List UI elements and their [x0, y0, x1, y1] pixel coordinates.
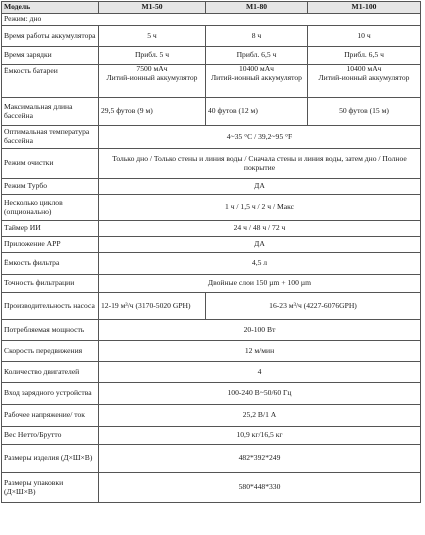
row-speed	[2, 341, 421, 362]
speed-label: Скорость передвижения	[2, 341, 99, 362]
product-size-value: 482*392*249	[99, 445, 421, 473]
spec-table	[1, 1, 421, 503]
header-model-2: M1-80	[206, 2, 308, 14]
work-time-m1-50: 5 ч	[99, 26, 206, 47]
speed-value: 12 м/мин	[99, 341, 421, 362]
pump-m1-80-100: 16-23 м³/ч (4227-6076GPH)	[206, 293, 421, 320]
power-value: 20-100 Вт	[99, 320, 421, 341]
row-battery	[2, 65, 421, 98]
work-time-m1-80: 8 ч	[206, 26, 308, 47]
row-work-time	[2, 26, 421, 47]
work-time-label: Время работы аккумулятора	[2, 26, 99, 47]
charger-input-label: Вход зарядного устройства	[2, 383, 99, 405]
turbo-label: Режим Турбо	[2, 179, 99, 195]
battery-capacity-m1-80: 10400 мАч	[239, 64, 274, 73]
battery-label: Ёмкость батареи	[2, 65, 99, 98]
power-label: Потребляемая мощность	[2, 320, 99, 341]
row-app	[2, 237, 421, 253]
filter-precision-value: Двойные слои 150 µm + 100 µm	[99, 275, 421, 293]
ai-timer-label: Таймер ИИ	[2, 221, 99, 237]
battery-capacity-m1-50: 7500 мАч	[136, 64, 168, 73]
package-size-value: 580*448*330	[99, 473, 421, 503]
package-size-label: Размеры упаковки (Д×Ш×В)	[2, 473, 99, 503]
pump-label: Производительность насоса	[2, 293, 99, 320]
pump-m1-50: 12-19 м³/ч (3170-5020 GPH)	[99, 293, 206, 320]
charge-time-m1-50: Прибл. 5 ч	[99, 47, 206, 65]
weight-label: Вес Нетто/Брутто	[2, 427, 99, 445]
row-cycles	[2, 195, 421, 221]
charge-time-m1-80: Прибл. 6,5 ч	[206, 47, 308, 65]
header-model-1: M1-50	[99, 2, 206, 14]
battery-m1-80	[206, 65, 308, 98]
charge-time-m1-100: Прибл. 6,5 ч	[308, 47, 421, 65]
row-pool-length	[2, 98, 421, 126]
work-time-m1-100: 10 ч	[308, 26, 421, 47]
row-charger-input	[2, 383, 421, 405]
row-charge-time	[2, 47, 421, 65]
row-pool-temp	[2, 126, 421, 149]
filter-capacity-value: 4,5 л	[99, 253, 421, 275]
header-model-label: Модель	[2, 2, 99, 14]
product-size-label: Размеры изделия (Д×Ш×В)	[2, 445, 99, 473]
filter-capacity-label: Ёмкость фильтра	[2, 253, 99, 275]
row-power	[2, 320, 421, 341]
row-filter-capacity	[2, 253, 421, 275]
filter-precision-label: Точность фильтрации	[2, 275, 99, 293]
pool-length-m1-80: 40 футов (12 м)	[206, 98, 308, 126]
battery-capacity-m1-100: 10400 мАч	[346, 64, 382, 73]
motors-value: 4	[99, 362, 421, 383]
cycles-value: 1 ч / 1,5 ч / 2 ч / Макс	[99, 195, 421, 221]
pool-temp-label: Оптимальная температура бассейна	[2, 126, 99, 149]
cycles-label: Несколько циклов (опционально)	[2, 195, 99, 221]
row-motors	[2, 362, 421, 383]
row-cleaning-mode	[2, 149, 421, 179]
pool-length-m1-50: 29,5 футов (9 м)	[99, 98, 206, 126]
battery-m1-100	[308, 65, 421, 98]
turbo-value: ДА	[99, 179, 421, 195]
voltage-value: 25,2 В/1 А	[99, 405, 421, 427]
app-value: ДА	[99, 237, 421, 253]
app-label: Приложение APP	[2, 237, 99, 253]
ai-timer-value: 24 ч / 48 ч / 72 ч	[99, 221, 421, 237]
row-turbo	[2, 179, 421, 195]
charge-time-label: Время зарядки	[2, 47, 99, 65]
mode-label: Режим: дно	[2, 14, 421, 26]
weight-value: 10,9 кг/16,5 кг	[99, 427, 421, 445]
motors-label: Количество двигателей	[2, 362, 99, 383]
cleaning-mode-label: Режим очистки	[2, 149, 99, 179]
row-ai-timer	[2, 221, 421, 237]
row-pump	[2, 293, 421, 320]
battery-type-m1-80: Литий-ионный аккумулятор	[211, 72, 302, 82]
battery-m1-50	[99, 65, 206, 98]
battery-type-m1-100: Литий-ионный аккумулятор	[318, 72, 410, 82]
pool-length-label: Максимальная длина бассейна	[2, 98, 99, 126]
header-model-3: M1-100	[308, 2, 421, 14]
voltage-label: Рабочее напряжение/ ток	[2, 405, 99, 427]
pool-temp-value: 4~35 °C / 39,2~95 °F	[99, 126, 421, 149]
row-filter-precision	[2, 275, 421, 293]
row-weight	[2, 427, 421, 445]
row-voltage	[2, 405, 421, 427]
header-row	[2, 2, 421, 14]
pool-length-m1-100: 50 футов (15 м)	[308, 98, 421, 126]
charger-input-value: 100-240 В~50/60 Гц	[99, 383, 421, 405]
row-mode	[2, 14, 421, 26]
row-package-size	[2, 473, 421, 503]
cleaning-mode-value: Только дно / Только стены и линия воды / Сначала стены и линия воды, затем дно / Полное покрытие	[99, 149, 421, 179]
row-product-size	[2, 445, 421, 473]
battery-type-m1-50: Литий-ионный аккумулятор	[106, 72, 198, 82]
